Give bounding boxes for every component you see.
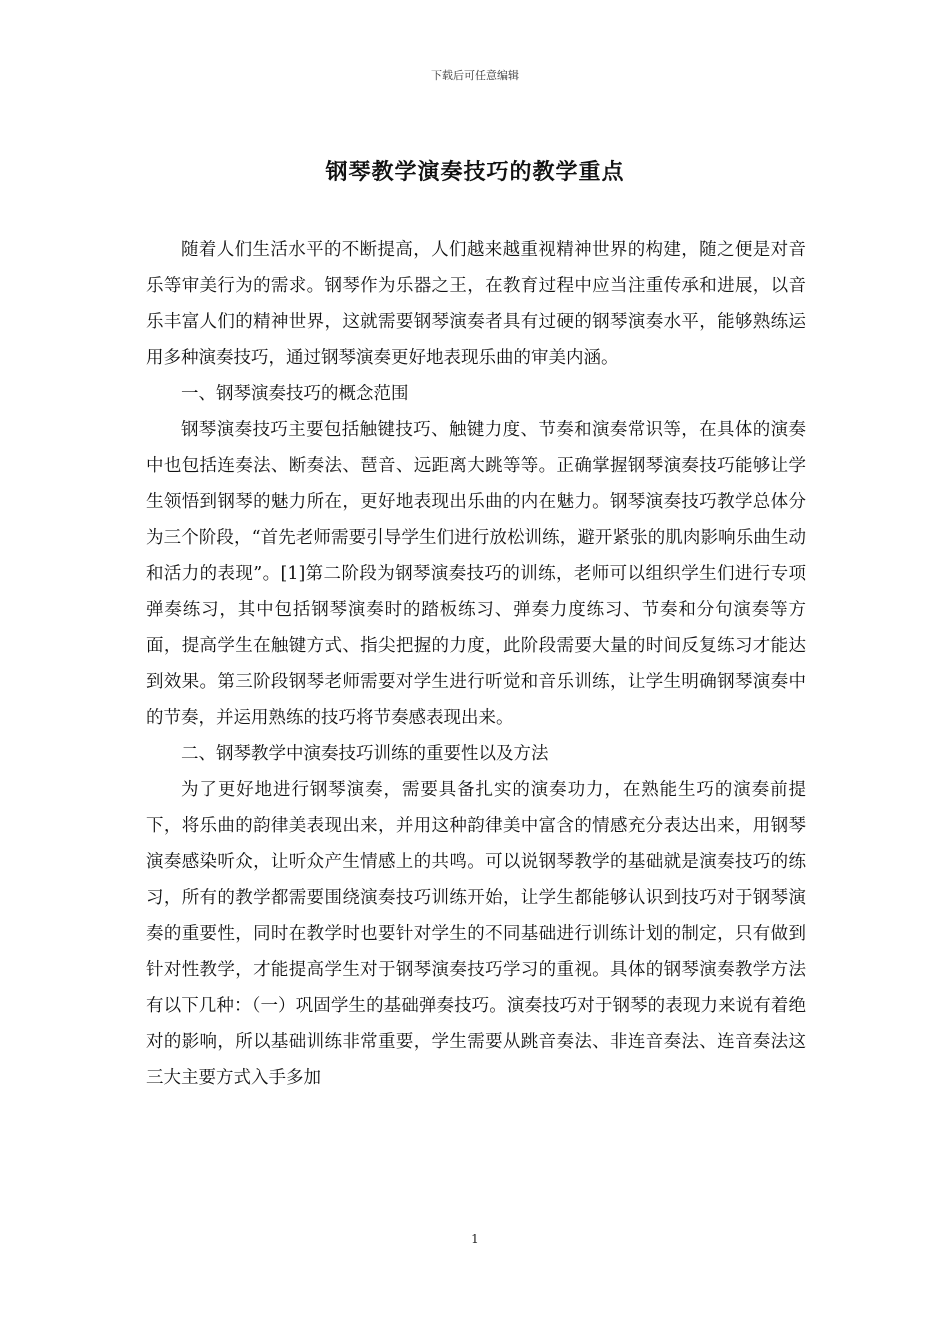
- section-heading-1: 一、钢琴演奏技巧的概念范围: [181, 384, 409, 404]
- section-heading-2: 二、钢琴教学中演奏技巧训练的重要性以及方法: [181, 744, 549, 764]
- paragraph-intro: 随着人们生活水平的不断提高，人们越来越重视精神世界的构建，随之便是对音乐等审美行为的需求。钢琴作为乐器之王，在教育过程中应当注重传承和进展，以音乐丰富人们的精神世界，这就需要钢琴演奏者具有过硬的钢琴演奏水平，能够熟练运用多种演奏技巧，通过钢琴演奏更好地表现乐曲的审美内涵。: [146, 240, 806, 368]
- header-note: 下载后可任意编辑: [431, 69, 519, 82]
- document-body: [146, 232, 806, 1096]
- paragraph-section-1: 钢琴演奏技巧主要包括触键技巧、触键力度、节奏和演奏常识等，在具体的演奏中也包括连奏法、断奏法、琶音、远距离大跳等等。正确掌握钢琴演奏技巧能够让学生领悟到钢琴的魅力所在，更好地表现出乐曲的内在魅力。钢琴演奏技巧教学总体分为三个阶段，“首先老师需要引导学生们进行放松训练，避开紧张的肌肉影响乐曲生动和活力的表现”。[1]第二阶段为钢琴演奏技巧的训练，老师可以组织学生们进行专项弹奏练习，其中包括钢琴演奏时的踏板练习、弹奏力度练习、节奏和分句演奏等方面，提高学生在触键方式、指尖把握的力度，此阶段需要大量的时间反复练习才能达到效果。第三阶段钢琴老师需要对学生进行听觉和音乐训练，让学生明确钢琴演奏中的节奏，并运用熟练的技巧将节奏感表现出来。: [146, 420, 806, 728]
- page-number: 1: [471, 1232, 479, 1246]
- paragraph-section-2: 为了更好地进行钢琴演奏，需要具备扎实的演奏功力，在熟能生巧的演奏前提下，将乐曲的韵律美表现出来，并用这种韵律美中富含的情感充分表达出来，用钢琴演奏感染听众，让听众产生情感上的共鸣。可以说钢琴教学的基础就是演奏技巧的练习，所有的教学都需要围绕演奏技巧训练开始，让学生都能够认识到技巧对于钢琴演奏的重要性，同时在教学时也要针对学生的不同基础进行训练计划的制定，只有做到针对性教学，才能提高学生对于钢琴演奏技巧学习的重视。具体的钢琴演奏教学方法有以下几种：（一）巩固学生的基础弹奏技巧。演奏技巧对于钢琴的表现力来说有着绝对的影响，所以基础训练非常重要，学生需要从跳音奏法、非连音奏法、连音奏法这三大主要方式入手多加: [146, 780, 806, 1088]
- document-title: 钢琴教学演奏技巧的教学重点: [325, 159, 625, 185]
